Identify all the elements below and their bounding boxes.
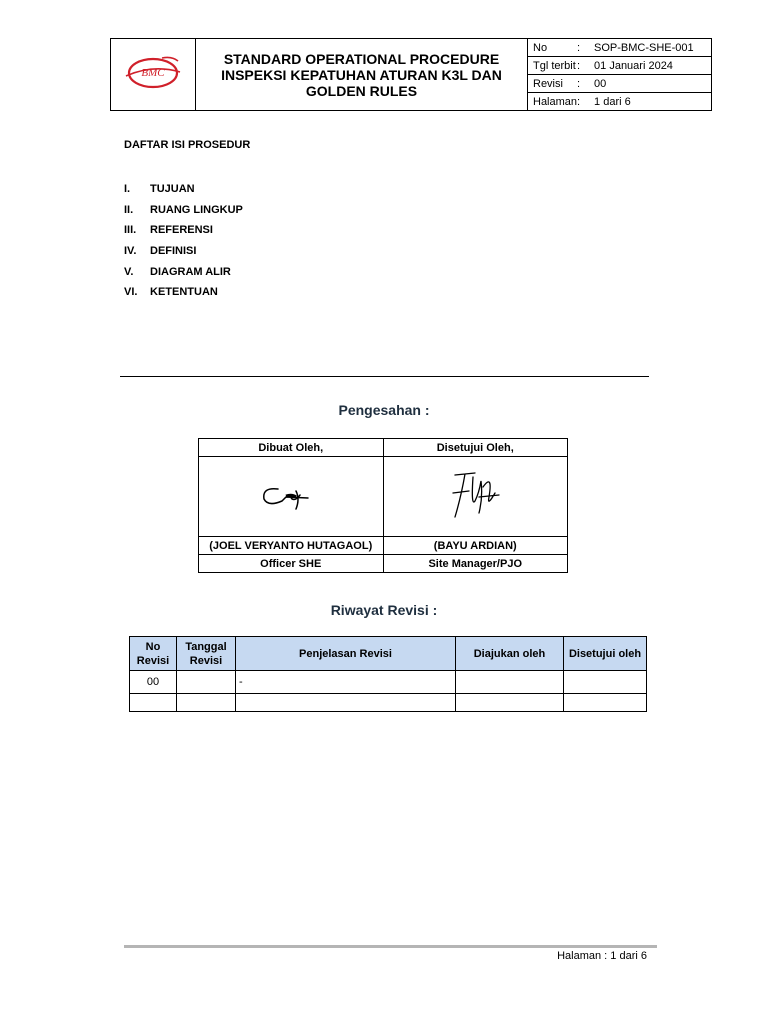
made-by-role: Officer SHE bbox=[199, 555, 384, 573]
toc-label: DIAGRAM ALIR bbox=[150, 265, 231, 278]
revision-header: Penjelasan Revisi bbox=[236, 637, 456, 671]
table-row bbox=[130, 694, 647, 712]
signature-joel bbox=[256, 477, 326, 513]
toc-item bbox=[124, 241, 243, 262]
footer-line bbox=[124, 945, 657, 948]
revision-header: No Revisi bbox=[130, 637, 177, 671]
toc-list bbox=[124, 179, 243, 303]
meta-value: SOP-BMC-SHE-001 bbox=[589, 39, 711, 57]
document-header bbox=[110, 38, 712, 111]
section-divider bbox=[120, 376, 649, 377]
approved-by-label: Disetujui Oleh, bbox=[383, 439, 568, 457]
revision-header: Diajukan oleh bbox=[456, 637, 564, 671]
toc-item bbox=[124, 200, 243, 221]
toc-title: DAFTAR ISI PROSEDUR bbox=[124, 139, 251, 151]
revision-desc: - bbox=[236, 671, 456, 694]
toc-number: IV. bbox=[124, 245, 137, 258]
toc-number: III. bbox=[124, 224, 137, 237]
meta-row: Revisi : 00 bbox=[528, 75, 711, 93]
table-row bbox=[130, 671, 647, 694]
approved-by-name: (BAYU ARDIAN) bbox=[383, 537, 568, 555]
revision-approved bbox=[564, 671, 647, 694]
toc-number: I. bbox=[124, 183, 131, 196]
meta-row: Halaman : 1 dari 6 bbox=[528, 93, 711, 111]
revision-header: Tanggal Revisi bbox=[177, 637, 236, 671]
approved-by-role: Site Manager/PJO bbox=[383, 555, 568, 573]
toc-label: RUANG LINGKUP bbox=[150, 203, 243, 216]
title-line-1: STANDARD OPERATIONAL PROCEDURE bbox=[223, 50, 500, 67]
made-by-name: (JOEL VERYANTO HUTAGAOL) bbox=[199, 537, 384, 555]
toc-number: II. bbox=[124, 203, 134, 216]
made-by-label: Dibuat Oleh, bbox=[199, 439, 384, 457]
title-line-2: INSPEKSI KEPATUHAN ATURAN K3L DAN bbox=[221, 66, 502, 83]
revision-table bbox=[129, 636, 647, 712]
meta-value: 01 Januari 2024 bbox=[589, 57, 711, 75]
toc-item bbox=[124, 179, 243, 200]
signature-bayu bbox=[445, 467, 505, 523]
approval-title: Pengesahan : bbox=[338, 402, 430, 418]
meta-label: Tgl terbit bbox=[528, 57, 577, 75]
revision-no: 00 bbox=[130, 671, 177, 694]
revision-date bbox=[177, 671, 236, 694]
toc-item bbox=[124, 220, 243, 241]
meta-value: 00 bbox=[589, 75, 711, 93]
company-logo bbox=[122, 52, 184, 92]
meta-row: Tgl terbit : 01 Januari 2024 bbox=[528, 57, 711, 75]
meta-row: No : SOP-BMC-SHE-001 bbox=[528, 39, 711, 57]
document-title bbox=[196, 39, 528, 111]
toc-number: VI. bbox=[124, 286, 138, 299]
meta-label: No bbox=[528, 39, 577, 57]
meta-value: 1 dari 6 bbox=[594, 95, 631, 108]
meta-label: Revisi bbox=[528, 75, 577, 93]
title-line-3: GOLDEN RULES bbox=[305, 82, 418, 99]
revision-title: Riwayat Revisi : bbox=[330, 602, 438, 618]
made-by-signature-cell bbox=[199, 457, 384, 537]
approved-by-signature-cell bbox=[383, 457, 568, 537]
meta-label: Halaman bbox=[533, 95, 578, 108]
footer-page-number: Halaman : 1 dari 6 bbox=[557, 950, 647, 962]
revision-by bbox=[456, 671, 564, 694]
logo-cell bbox=[111, 39, 196, 111]
toc-label: DEFINISI bbox=[150, 245, 197, 258]
toc-label: KETENTUAN bbox=[150, 286, 218, 299]
toc-number: V. bbox=[124, 265, 134, 278]
document-meta bbox=[528, 39, 712, 111]
toc-label: TUJUAN bbox=[150, 183, 195, 196]
toc-item bbox=[124, 261, 243, 282]
approval-table bbox=[198, 438, 568, 573]
logo-text: BMC bbox=[141, 67, 165, 79]
toc-item bbox=[124, 282, 243, 303]
toc-label: REFERENSI bbox=[150, 224, 213, 237]
revision-header: Disetujui oleh bbox=[564, 637, 647, 671]
